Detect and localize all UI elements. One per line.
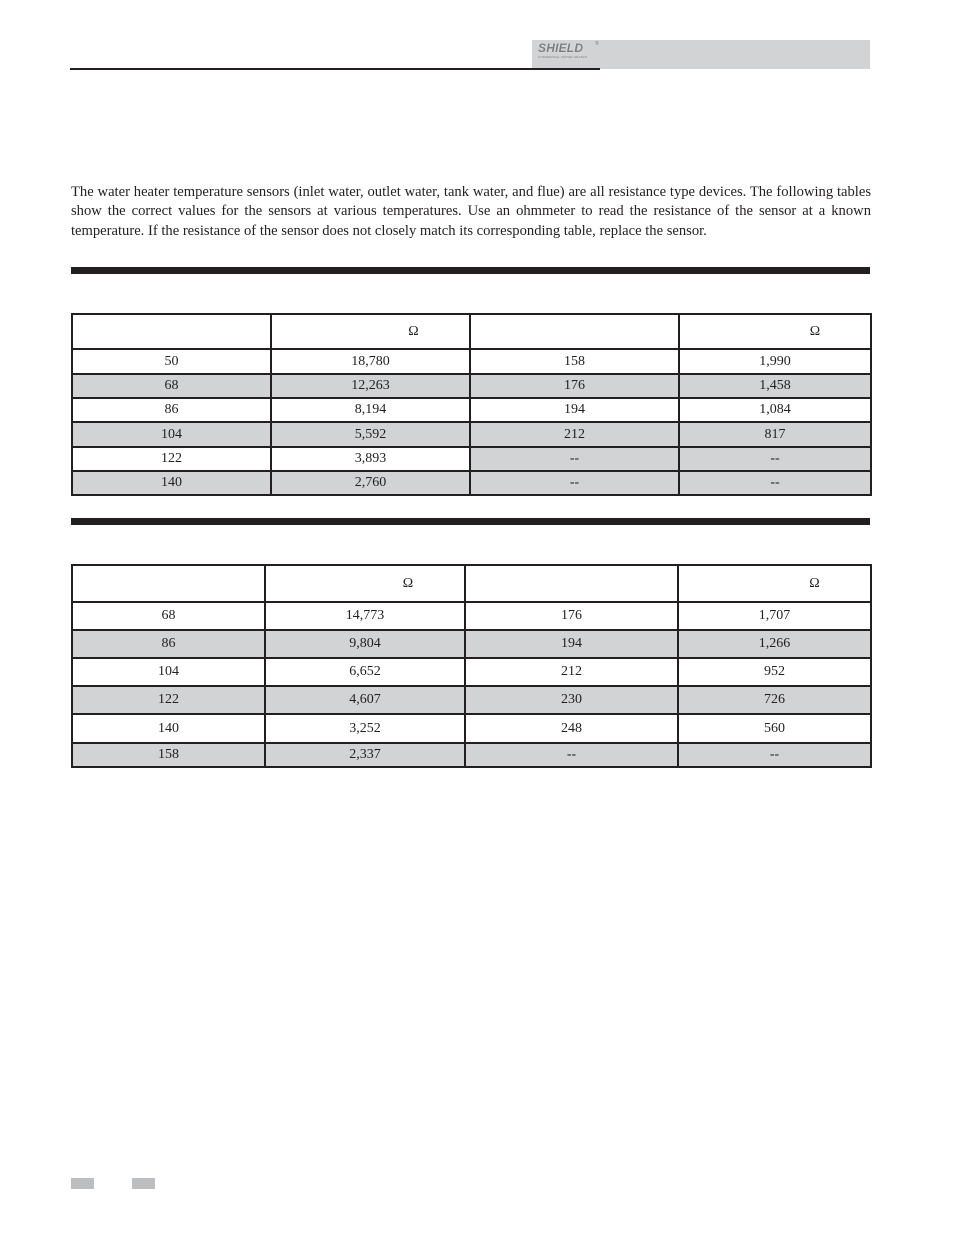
ohm-symbol: Ω (809, 323, 821, 339)
table-cell: 1,084 (679, 398, 871, 422)
table-row (72, 630, 871, 658)
table-cell: 230 (465, 686, 678, 714)
footer-marker-left (71, 1178, 94, 1189)
table-cell: 12,263 (271, 374, 470, 398)
header-cell (470, 314, 679, 349)
table-cell: 122 (72, 686, 265, 714)
table-row (72, 714, 871, 743)
table-cell: 5,592 (271, 422, 470, 447)
table-cell: 6,652 (265, 658, 465, 686)
section-divider-1 (71, 267, 870, 274)
header-cell-ohm (678, 565, 871, 602)
table-cell: -- (470, 447, 679, 471)
table-cell: 104 (72, 658, 265, 686)
table-row (72, 398, 871, 422)
table-cell: -- (678, 743, 871, 767)
table-cell: -- (465, 743, 678, 767)
table-cell: 140 (72, 714, 265, 743)
table-cell: 2,337 (265, 743, 465, 767)
header-cell (72, 565, 265, 602)
logo-tagline: COMMERCIAL WATER HEATER (538, 55, 587, 59)
table-row (72, 686, 871, 714)
table-cell: 122 (72, 447, 271, 471)
table-cell: 140 (72, 471, 271, 495)
table-cell: 952 (678, 658, 871, 686)
logo-registered-mark: ® (595, 41, 599, 47)
table-cell: 86 (72, 630, 265, 658)
table-cell: 158 (72, 743, 265, 767)
intro-paragraph: The water heater temperature sensors (inlet water, outlet water, tank water, and flue) are all resistance type devices. The following tables show the correct values for the sensors at various temperatures. Use an ohmmeter to read the resistance of the sensor at a known temperature. If the resistance of the sensor does not closely match its corresponding table, replace the sensor. (71, 184, 871, 239)
header-cell (465, 565, 678, 602)
table-row (72, 374, 871, 398)
table-cell: 212 (470, 422, 679, 447)
table-cell: 86 (72, 398, 271, 422)
table-header-row (72, 565, 871, 602)
table-cell: 18,780 (271, 349, 470, 374)
table-cell: 68 (72, 374, 271, 398)
table-cell: 726 (678, 686, 871, 714)
table-row (72, 349, 871, 374)
table-cell: 50 (72, 349, 271, 374)
table-row (72, 447, 871, 471)
table-cell: 4,607 (265, 686, 465, 714)
table-cell: 2,760 (271, 471, 470, 495)
table-cell: 14,773 (265, 602, 465, 630)
table-cell: 1,266 (678, 630, 871, 658)
table-cell: 817 (679, 422, 871, 447)
header-cell-ohm (271, 314, 470, 349)
table-cell: 194 (470, 398, 679, 422)
table-cell: -- (679, 471, 871, 495)
header-cell-ohm (679, 314, 871, 349)
table-cell: 194 (465, 630, 678, 658)
table-header-row (72, 314, 871, 349)
table-cell: 248 (465, 714, 678, 743)
table-cell: -- (679, 447, 871, 471)
ohm-symbol: Ω (408, 323, 419, 339)
sensor-table-2 (71, 564, 872, 768)
footer-marker-right (132, 1178, 155, 1189)
table-cell: 68 (72, 602, 265, 630)
table-cell: 9,804 (265, 630, 465, 658)
table-row (72, 602, 871, 630)
table-row (72, 422, 871, 447)
header-rule (70, 68, 600, 70)
table-cell: 1,990 (679, 349, 871, 374)
header-cell-ohm (265, 565, 465, 602)
table-row (72, 471, 871, 495)
table-cell: 1,707 (678, 602, 871, 630)
table-cell: 212 (465, 658, 678, 686)
shield-logo (538, 41, 600, 67)
header-cell (72, 314, 271, 349)
ohm-symbol: Ω (402, 575, 414, 591)
table-cell: 8,194 (271, 398, 470, 422)
table-cell: 560 (678, 714, 871, 743)
section-divider-2 (71, 518, 870, 525)
table-row (72, 658, 871, 686)
table-cell: 3,252 (265, 714, 465, 743)
table-cell: 176 (465, 602, 678, 630)
sensor-table-1 (71, 313, 872, 496)
table-cell: 158 (470, 349, 679, 374)
table-cell: 1,458 (679, 374, 871, 398)
table-row (72, 743, 871, 767)
ohm-symbol: Ω (809, 575, 820, 591)
table-cell: 176 (470, 374, 679, 398)
logo-wordmark: SHIELD (538, 41, 584, 55)
table-cell: 104 (72, 422, 271, 447)
table-cell: 3,893 (271, 447, 470, 471)
table-cell: -- (470, 471, 679, 495)
